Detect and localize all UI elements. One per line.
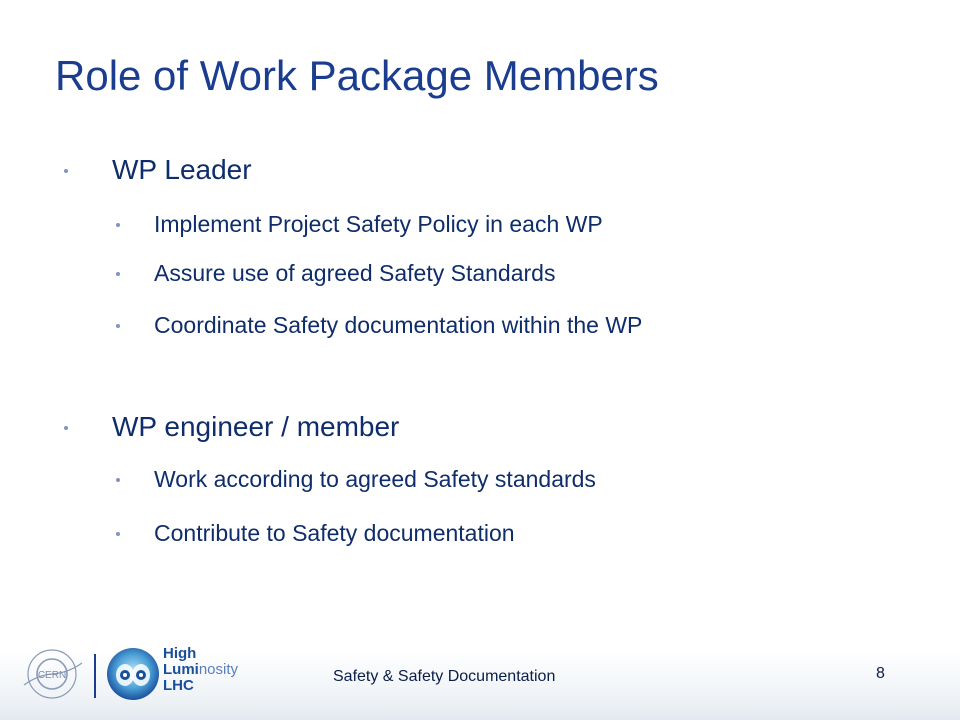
bullet-text: Work according to agreed Safety standards (154, 466, 596, 492)
hl-lhc-logo-text (163, 646, 238, 694)
page-number: 8 (876, 665, 885, 682)
footer-title: Safety & Safety Documentation (333, 668, 556, 685)
bullet-text: WP Leader (112, 154, 252, 185)
sub-bullet (154, 518, 515, 548)
logo-divider (94, 654, 96, 698)
bullet-text: Assure use of agreed Safety Standards (154, 260, 556, 286)
bullet-text: Contribute to Safety documentation (154, 520, 515, 546)
hl-lhc-logo-icon (105, 646, 161, 702)
bullet-dot (116, 223, 120, 227)
hl-line-1: High (163, 645, 197, 662)
bullet-dot (116, 324, 120, 328)
sub-bullet (154, 310, 642, 340)
cern-logo (18, 645, 88, 703)
bullet-dot (64, 169, 68, 173)
sub-bullet (154, 464, 596, 494)
bullet-dot (116, 478, 120, 482)
cern-logo-text: CERN (37, 670, 67, 681)
bullet-wp-leader (112, 152, 252, 188)
slide-title: Role of Work Package Members (55, 52, 659, 99)
bullet-dot (64, 426, 68, 430)
bullet-wp-engineer (112, 409, 399, 445)
hl-line-3: LHC (163, 677, 194, 694)
bullet-dot (116, 532, 120, 536)
bullet-dot (116, 272, 120, 276)
bullet-text: Implement Project Safety Policy in each WP (154, 211, 603, 237)
sub-bullet (154, 209, 603, 239)
bullet-text: Coordinate Safety documentation within the WP (154, 312, 643, 338)
bullet-text: WP engineer / member (112, 411, 400, 442)
hl-line-2: Luminosity (163, 661, 239, 678)
sub-bullet (154, 258, 555, 288)
